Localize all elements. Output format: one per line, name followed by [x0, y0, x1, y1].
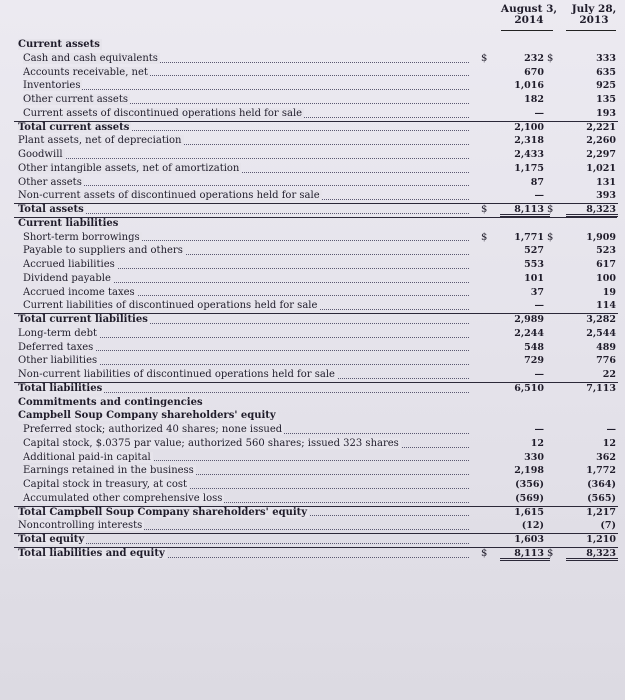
table-row-long-term-debt: [0, 327, 625, 341]
row-label: Capital stock, $.0375 par value; authorized 560 shares; issued 323 shares: [23, 437, 399, 449]
row-label-cell: [23, 107, 473, 121]
row-label-cell: [18, 409, 473, 423]
table-row-total-current-liabilities: [0, 313, 625, 327]
row-label-cell: [18, 189, 473, 203]
value-2013: 2,221: [586, 121, 616, 133]
row-label-cell: [23, 66, 473, 80]
value-2013: 114: [596, 300, 616, 312]
value-2014: —: [534, 424, 544, 435]
currency-symbol-2013: $: [547, 547, 554, 559]
header-underline-2013: [566, 30, 616, 31]
value-2014: 1,603: [514, 534, 544, 545]
value-2014: 101: [524, 272, 544, 284]
row-label: Deferred taxes: [18, 341, 94, 353]
column-header-2013: [555, 4, 625, 26]
row-label-cell: [18, 176, 473, 190]
row-label-cell: [23, 492, 473, 506]
row-label: Short-term borrowings: [23, 231, 140, 243]
row-label: Additional paid-in capital: [23, 451, 151, 463]
row-label: Other liabilities: [18, 355, 98, 367]
column-header-2013-year: 2013: [579, 14, 609, 26]
value-2014: 670: [524, 66, 544, 78]
value-2013: 523: [596, 245, 616, 257]
value-2014: 1,615: [514, 506, 544, 518]
row-label-cell: [23, 464, 473, 478]
currency-symbol-2013: $: [547, 52, 554, 64]
value-2013: 12: [602, 437, 616, 449]
row-label: Accrued income taxes: [23, 286, 135, 298]
table-row-total-campbell-soup-company-shareholders-equity: [0, 506, 625, 520]
currency-symbol-2014: $: [481, 52, 488, 64]
row-label: Other current assets: [23, 94, 128, 105]
table-row-goodwill: [0, 148, 625, 162]
row-label: Preferred stock; authorized 40 shares; none issued: [23, 424, 283, 435]
value-2014: 12: [530, 437, 544, 449]
header-underline-2014: [501, 30, 553, 31]
value-2013: 2,544: [586, 327, 616, 339]
value-2014: 87: [530, 176, 544, 188]
row-label: Campbell Soup Company shareholders' equity: [18, 410, 276, 422]
row-label: Plant assets, net of depreciation: [18, 135, 182, 147]
value-2013: (364): [587, 479, 616, 490]
row-label-cell: [23, 423, 473, 437]
row-label: Other assets: [18, 176, 82, 188]
value-2014: (12): [521, 520, 544, 532]
table-row-other-assets: [0, 176, 625, 190]
row-label: Total current assets: [18, 121, 130, 133]
value-2014: 8,113: [514, 204, 544, 215]
column-header-2013-date: July 28,: [571, 3, 617, 15]
row-label-cell: [18, 368, 473, 382]
row-label: Inventories: [23, 80, 81, 92]
table-row-other-intangible-assets-net-of-amortization: [0, 162, 625, 176]
row-label: Total assets: [18, 204, 84, 215]
row-label-cell: [18, 38, 473, 52]
value-2014: 2,989: [514, 314, 544, 325]
value-2014: 232: [524, 52, 544, 64]
table-row-payable-to-suppliers-and-others: [0, 244, 625, 258]
currency-symbol-2014: $: [481, 204, 488, 215]
value-2013: 8,323: [586, 204, 616, 215]
value-2014: (356): [515, 479, 544, 490]
value-2014: —: [534, 369, 544, 380]
table-row-accumulated-other-comprehensive-loss: [0, 492, 625, 506]
value-2014: 553: [524, 259, 544, 270]
row-label: Accounts receivable, net: [23, 66, 148, 78]
row-label: Noncontrolling interests: [18, 520, 143, 532]
value-2013: 7,113: [586, 382, 616, 394]
row-label-cell: [23, 244, 473, 258]
value-2013: 100: [596, 272, 616, 284]
table-row-commitments-and-contingencies: [0, 396, 625, 410]
value-2014: 6,510: [514, 382, 544, 394]
table-row-total-assets: [0, 203, 625, 217]
dot-leader: [18, 185, 469, 186]
table-row-other-current-assets: [0, 93, 625, 107]
row-label: Other intangible assets, net of amortization: [18, 162, 240, 174]
table-row-current-assets: [0, 38, 625, 52]
row-label-cell: [18, 382, 473, 396]
value-2014: 527: [524, 245, 544, 257]
value-2014: 8,113: [514, 547, 544, 559]
row-label-cell: [23, 272, 473, 286]
value-2014: (569): [515, 492, 544, 504]
value-2014: 1,175: [514, 162, 544, 174]
value-2013: 362: [596, 451, 616, 463]
value-2014: —: [534, 190, 544, 202]
column-header-2014-date: August 3,: [500, 3, 558, 15]
row-label-cell: [18, 134, 473, 148]
row-label-cell: [18, 121, 473, 135]
row-label-cell: [23, 286, 473, 300]
row-label: Total current liabilities: [18, 314, 148, 325]
table-row-inventories: [0, 79, 625, 93]
value-2013: 135: [596, 94, 616, 105]
table-row-accrued-liabilities: [0, 258, 625, 272]
balance-sheet-rows: [0, 38, 625, 561]
row-label-cell: [23, 299, 473, 313]
row-label-cell: [23, 93, 473, 107]
value-2013: 333: [596, 52, 616, 64]
row-label-cell: [18, 354, 473, 368]
row-label-cell: [18, 396, 473, 410]
row-label: Total liabilities and equity: [18, 547, 165, 559]
row-label: Non-current liabilities of discontinued operations held for sale: [18, 369, 335, 380]
value-2014: 1,016: [514, 80, 544, 92]
table-row-noncontrolling-interests: [0, 519, 625, 533]
table-row-campbell-soup-company-shareholders-equity: [0, 409, 625, 423]
row-label-cell: [18, 162, 473, 176]
table-row-total-equity: [0, 533, 625, 547]
table-row-cash-and-cash-equivalents: [0, 52, 625, 66]
row-label: Total liabilities: [18, 382, 103, 394]
currency-symbol-2013: $: [547, 204, 554, 215]
row-label-cell: [18, 217, 473, 231]
table-row-accrued-income-taxes: [0, 286, 625, 300]
value-2013: 1,772: [586, 465, 616, 477]
row-label: Capital stock in treasury, at cost: [23, 479, 188, 490]
row-label-cell: [18, 519, 473, 533]
row-label-cell: [23, 52, 473, 66]
row-label: Current assets of discontinued operations held for sale: [23, 107, 303, 119]
value-2013: 925: [596, 80, 616, 92]
table-row-total-liabilities: [0, 382, 625, 396]
value-2013: 131: [596, 176, 616, 188]
table-row-additional-paid-in-capital: [0, 451, 625, 465]
row-label-cell: [18, 341, 473, 355]
value-2013: 1,021: [586, 162, 616, 174]
value-2013: 22: [602, 369, 616, 380]
table-row-non-current-assets-of-discontinued-operations-held-for-sale: [0, 189, 625, 203]
row-label: Current liabilities of discontinued operations held for sale: [23, 300, 318, 312]
value-2013: 489: [596, 341, 616, 353]
value-2013: 1,217: [586, 506, 616, 518]
table-row-accounts-receivable-net: [0, 66, 625, 80]
table-row-current-liabilities-of-discontinued-operations-held-for-sale: [0, 299, 625, 313]
currency-symbol-2014: $: [481, 547, 488, 559]
value-2013: 19: [602, 286, 616, 298]
row-label: Payable to suppliers and others: [23, 245, 183, 257]
row-label: Non-current assets of discontinued operations held for sale: [18, 190, 320, 202]
row-label-cell: [23, 79, 473, 93]
value-2013: 1,909: [586, 231, 616, 243]
dot-leader: [18, 158, 469, 159]
row-label: Long-term debt: [18, 327, 97, 339]
row-label-cell: [23, 258, 473, 272]
value-2014: 2,433: [514, 149, 544, 160]
value-2013: 635: [596, 66, 616, 78]
table-row-dividend-payable: [0, 272, 625, 286]
value-2014: 330: [524, 451, 544, 463]
table-row-total-current-assets: [0, 121, 625, 135]
value-2014: —: [534, 107, 544, 119]
row-label: Commitments and contingencies: [18, 396, 203, 408]
value-2013: 2,297: [586, 149, 616, 160]
value-2013: 393: [596, 190, 616, 202]
table-row-total-liabilities-and-equity: [0, 547, 625, 561]
table-row-other-liabilities: [0, 354, 625, 368]
table-row-preferred-stock-authorized-40-shares-none-issued: [0, 423, 625, 437]
value-2014: 2,318: [514, 135, 544, 147]
value-2013: (565): [587, 492, 616, 504]
row-label: Total equity: [18, 534, 85, 545]
row-label-cell: [23, 478, 473, 492]
table-row-non-current-liabilities-of-discontinued-operations-held-for-sale: [0, 368, 625, 382]
table-row-capital-stock-in-treasury-at-cost: [0, 478, 625, 492]
row-label: Current liabilities: [18, 217, 119, 229]
column-header-2014-year: 2014: [514, 14, 544, 26]
value-2014: 1,771: [514, 231, 544, 243]
row-label-cell: [18, 547, 473, 561]
currency-symbol-2013: $: [547, 231, 554, 243]
table-row-earnings-retained-in-the-business: [0, 464, 625, 478]
table-row-current-assets-of-discontinued-operations-held-for-sale: [0, 107, 625, 121]
row-label-cell: [18, 327, 473, 341]
value-2013: —: [606, 424, 616, 435]
row-label-cell: [18, 203, 473, 217]
column-header: [0, 0, 625, 38]
row-label: Current assets: [18, 39, 100, 50]
table-row-capital-stock-0375-par-value-authorized-560-shares-issued-323-shares: [0, 437, 625, 451]
value-2014: —: [534, 300, 544, 312]
row-label-cell: [23, 437, 473, 451]
value-2014: 2,198: [514, 465, 544, 477]
table-row-current-liabilities: [0, 217, 625, 231]
row-label-cell: [23, 231, 473, 245]
value-2013: 8,323: [586, 547, 616, 559]
row-label: Accumulated other comprehensive loss: [23, 492, 223, 504]
row-label: Accrued liabilities: [23, 259, 115, 270]
table-row-deferred-taxes: [0, 341, 625, 355]
dot-leader: [23, 89, 469, 90]
value-2013: 776: [596, 355, 616, 367]
value-2014: 2,100: [514, 121, 544, 133]
value-2014: 729: [524, 355, 544, 367]
row-label-cell: [18, 148, 473, 162]
value-2013: 3,282: [586, 314, 616, 325]
value-2013: 193: [596, 107, 616, 119]
value-2013: 2,260: [586, 135, 616, 147]
value-2014: 182: [524, 94, 544, 105]
value-2014: 548: [524, 341, 544, 353]
row-label-cell: [18, 506, 473, 520]
value-2013: 617: [596, 259, 616, 270]
row-label: Dividend payable: [23, 272, 111, 284]
table-row-short-term-borrowings: [0, 231, 625, 245]
row-label: Total Campbell Soup Company shareholders' equity: [18, 506, 308, 518]
table-row-plant-assets-net-of-depreciation: [0, 134, 625, 148]
value-2013: (7): [600, 520, 616, 532]
row-label: Cash and cash equivalents: [23, 52, 158, 64]
value-2013: 1,210: [586, 534, 616, 545]
row-label-cell: [23, 451, 473, 465]
row-label-cell: [18, 533, 473, 547]
value-2014: 2,244: [514, 327, 544, 339]
row-label: Earnings retained in the business: [23, 465, 194, 477]
currency-symbol-2014: $: [481, 231, 488, 243]
row-label: Goodwill: [18, 149, 63, 160]
row-label-cell: [18, 313, 473, 327]
value-2014: 37: [530, 286, 544, 298]
